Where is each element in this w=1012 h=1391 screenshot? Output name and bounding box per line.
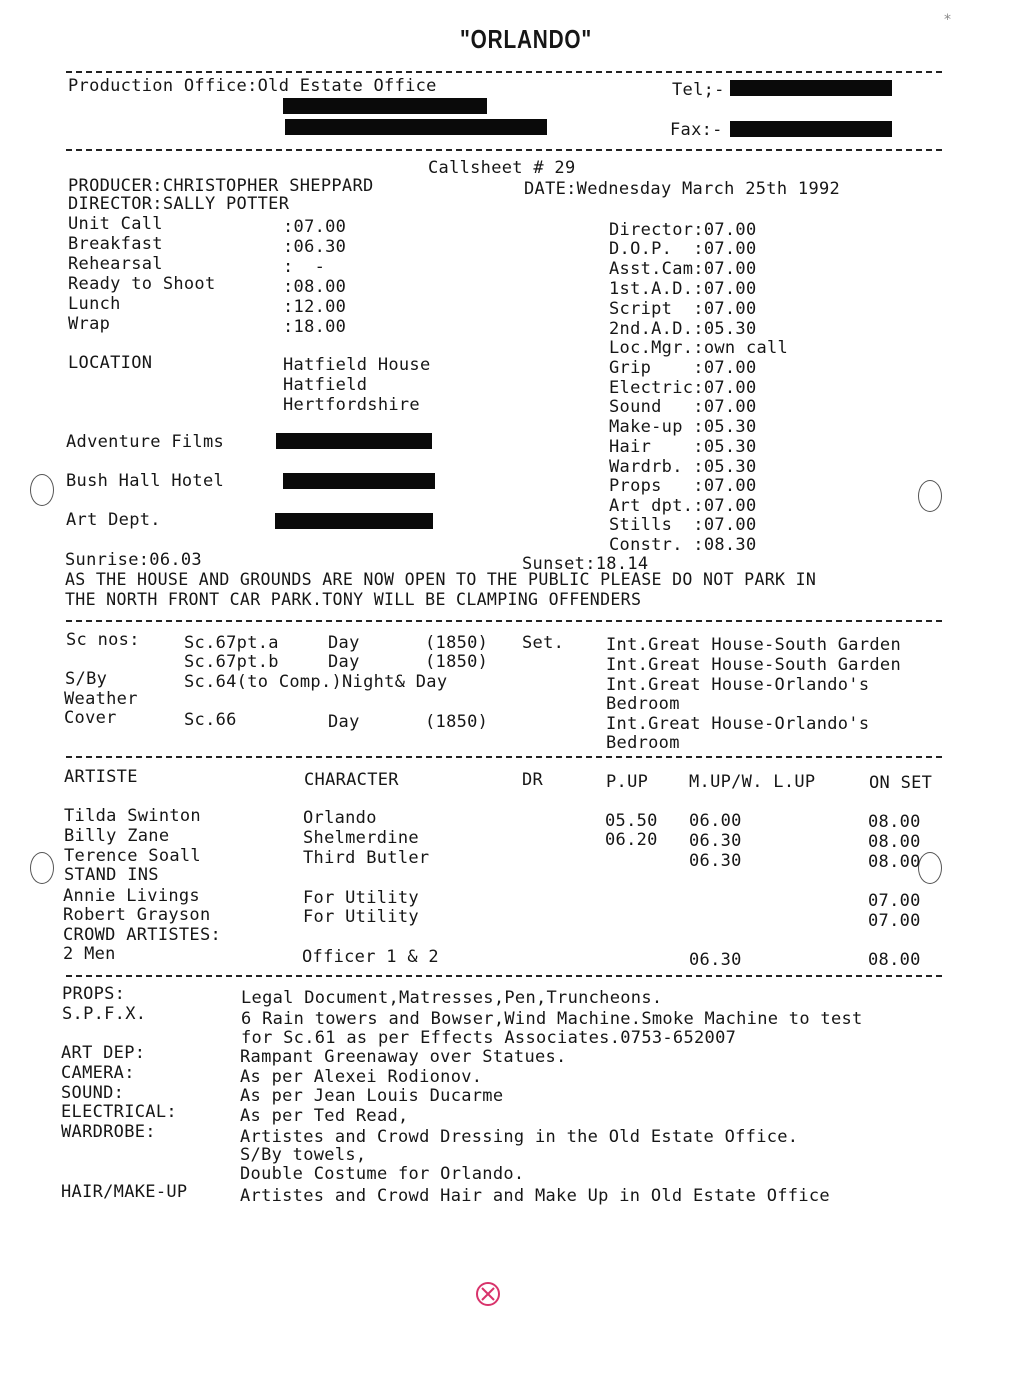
scene-set: Int.Great House-Orlando's [606,714,870,734]
cast-character: Third Butler [303,848,430,868]
parking-notice-line: THE NORTH FRONT CAR PARK.TONY WILL BE CLAMPING OFFENDERS [65,590,642,609]
dept-label: SOUND: [61,1083,125,1103]
crew-call: Hair :05.30 [609,437,757,457]
scene-time: Day [328,652,360,672]
cast-section-heading: STAND INS [64,865,159,885]
binder-ring-right-top [918,480,942,512]
dept-note: As per Ted Read, [240,1106,409,1126]
cast-character: For Utility [303,907,419,927]
production-office: Production Office:Old Estate Office [68,76,437,96]
schedule-label: Rehearsal [68,254,163,274]
redaction-address-2 [285,119,547,135]
cast-section-heading: CROWD ARTISTES: [63,925,222,945]
cast-mup: 06.00 [689,811,742,831]
cast-character: Officer 1 & 2 [302,947,439,967]
schedule-label: Breakfast [68,234,163,254]
dept-note: As per Jean Louis Ducarme [240,1086,504,1106]
binder-ring-left-top [30,474,54,506]
cast-onset: 08.00 [868,812,921,832]
sunset: Sunset:18.14 [522,554,649,574]
schedule-time: :12.00 [283,297,347,317]
location-line: Hatfield [283,375,368,395]
scene-time: Day [328,712,360,732]
cast-onset: 08.00 [868,832,921,852]
crew-call: 1st.A.D.:07.00 [609,279,757,299]
divider-scenes [66,620,942,622]
dept-label: ART DEP: [61,1043,146,1063]
scene-set: Bedroom [606,694,680,714]
scene-set: Int.Great House-Orlando's [606,675,870,695]
scene-number: Sc.66 [184,710,237,730]
cast-header-character: CHARACTER [304,770,399,790]
crew-call: 2nd.A.D.:05.30 [609,319,757,339]
crew-call: Stills :07.00 [609,515,757,535]
dept-note: Artistes and Crowd Dressing in the Old Estate Office. [240,1127,799,1147]
schedule-time: :07.00 [283,217,347,237]
director: DIRECTOR:SALLY POTTER [68,194,290,214]
scenes-label: Sc nos: [66,630,140,650]
scene-time: Day [328,633,360,653]
sunrise: Sunrise:06.03 [65,550,202,570]
tel-label: Tel;- [672,80,725,100]
scene-set: Int.Great House-South Garden [606,655,901,675]
dept-note: Double Costume for Orlando. [240,1164,525,1184]
redaction-contact-phone [283,473,435,489]
schedule-label: Unit Call [68,214,163,234]
stamp-mark-icon [474,1280,502,1308]
scene-year: (1850) [425,633,489,653]
crew-call: Wardrb. :05.30 [609,457,757,477]
dept-note: 6 Rain towers and Bowser,Wind Machine.Smoke Machine to test [241,1009,863,1029]
crew-call: Director:07.00 [609,220,757,240]
cast-header-mup: M.UP/W. L.UP [689,772,816,792]
schedule-label: Ready to Shoot [68,274,216,294]
cast-artiste: Terence Soall [64,846,201,866]
dept-label: PROPS: [62,984,126,1004]
crew-call: Loc.Mgr.:own call [609,338,789,358]
scene-year: (1850) [425,712,489,732]
standby-label: Weather [64,689,138,709]
crew-call: D.O.P. :07.00 [609,239,757,259]
document-title: "ORLANDO" [460,24,593,54]
crew-call: Script :07.00 [609,299,757,319]
cast-header-dr: DR [522,770,544,790]
cast-artiste: Annie Livings [63,886,200,906]
corner-mark-glyph: * [944,12,951,28]
scene-set: Bedroom [606,733,680,753]
cast-header-pup: P.UP [606,772,649,792]
schedule-time: :08.00 [283,277,347,297]
cast-pup: 06.20 [605,830,658,850]
schedule-time: :06.30 [283,237,347,257]
parking-notice-line: AS THE HOUSE AND GROUNDS ARE NOW OPEN TO THE PUBLIC PLEASE DO NOT PARK IN [65,570,817,589]
schedule-time: :18.00 [283,317,347,337]
divider-header [66,149,942,151]
shoot-date: DATE:Wednesday March 25th 1992 [524,179,841,199]
schedule-time: : - [283,257,326,277]
dept-label: S.P.F.X. [62,1004,147,1024]
dept-note: Rampant Greenaway over Statues. [240,1047,567,1067]
scene-year: (1850) [425,652,489,672]
crew-call: Electric:07.00 [609,378,757,398]
standby-label: S/By [65,669,108,689]
divider-cast [66,756,942,758]
redaction-contact-phone [276,433,432,449]
dept-label: HAIR/MAKE-UP [61,1182,188,1202]
cast-pup: 05.50 [605,811,658,831]
crew-call: Make-up :05.30 [609,417,757,437]
cast-artiste: Tilda Swinton [64,806,201,826]
cast-onset: 08.00 [868,852,921,872]
redaction-address-1 [283,98,487,114]
binder-ring-right-bottom [918,852,942,884]
cast-artiste: 2 Men [63,944,116,964]
dept-note: As per Alexei Rodionov. [240,1067,483,1087]
location-line: Hertfordshire [283,395,420,415]
cast-mup: 06.30 [689,950,742,970]
divider-top [66,71,942,73]
cast-onset: 07.00 [868,911,921,931]
divider-departments [66,975,942,977]
scene-number: Sc.67pt.a [184,633,279,653]
contact-name: Bush Hall Hotel [66,471,225,491]
binder-ring-left-bottom [30,852,54,884]
cast-character: For Utility [303,888,419,908]
set-label: Set. [522,633,565,653]
location-line: Hatfield House [283,355,431,375]
dept-label: ELECTRICAL: [61,1102,177,1122]
cast-artiste: Billy Zane [64,826,170,846]
scene-set: Int.Great House-South Garden [606,635,901,655]
crew-call: Asst.Cam:07.00 [609,259,757,279]
dept-note: Artistes and Crowd Hair and Make Up in Old Estate Office [240,1186,830,1206]
contact-name: Art Dept. [66,510,161,530]
fax-label: Fax:- [670,120,723,140]
dept-note: for Sc.61 as per Effects Associates.0753-652007 [241,1028,737,1048]
callsheet-number: Callsheet # 29 [428,158,576,178]
cast-character: Shelmerdine [303,828,419,848]
standby-label: Cover [64,708,117,728]
location-label: LOCATION [68,353,153,373]
scene-number: Sc.67pt.b [184,652,279,672]
crew-call: Constr. :08.30 [609,535,757,555]
dept-label: CAMERA: [61,1063,135,1083]
dept-note: Legal Document,Matresses,Pen,Truncheons. [241,988,663,1008]
producer: PRODUCER:CHRISTOPHER SHEPPARD [68,176,374,196]
crew-call: Props :07.00 [609,476,757,496]
schedule-label: Lunch [68,294,121,314]
cast-onset: 08.00 [868,950,921,970]
cast-character: Orlando [303,808,377,828]
schedule-label: Wrap [68,314,111,334]
cast-mup: 06.30 [689,831,742,851]
crew-call: Grip :07.00 [609,358,757,378]
redaction-fax [730,121,892,137]
cast-mup: 06.30 [689,851,742,871]
cast-artiste: Robert Grayson [63,905,211,925]
dept-label: WARDROBE: [61,1122,156,1142]
cast-onset: 07.00 [868,891,921,911]
crew-call: Art dpt.:07.00 [609,496,757,516]
crew-call: Sound :07.00 [609,397,757,417]
cast-header-artiste: ARTISTE [64,767,138,787]
cast-header-onset: ON SET [869,773,933,793]
redaction-tel [730,80,892,96]
contact-name: Adventure Films [66,432,225,452]
dept-note: S/By towels, [240,1145,367,1165]
scene-number: Sc.64(to Comp.)Night& Day [184,672,448,692]
redaction-contact-phone [275,513,433,529]
